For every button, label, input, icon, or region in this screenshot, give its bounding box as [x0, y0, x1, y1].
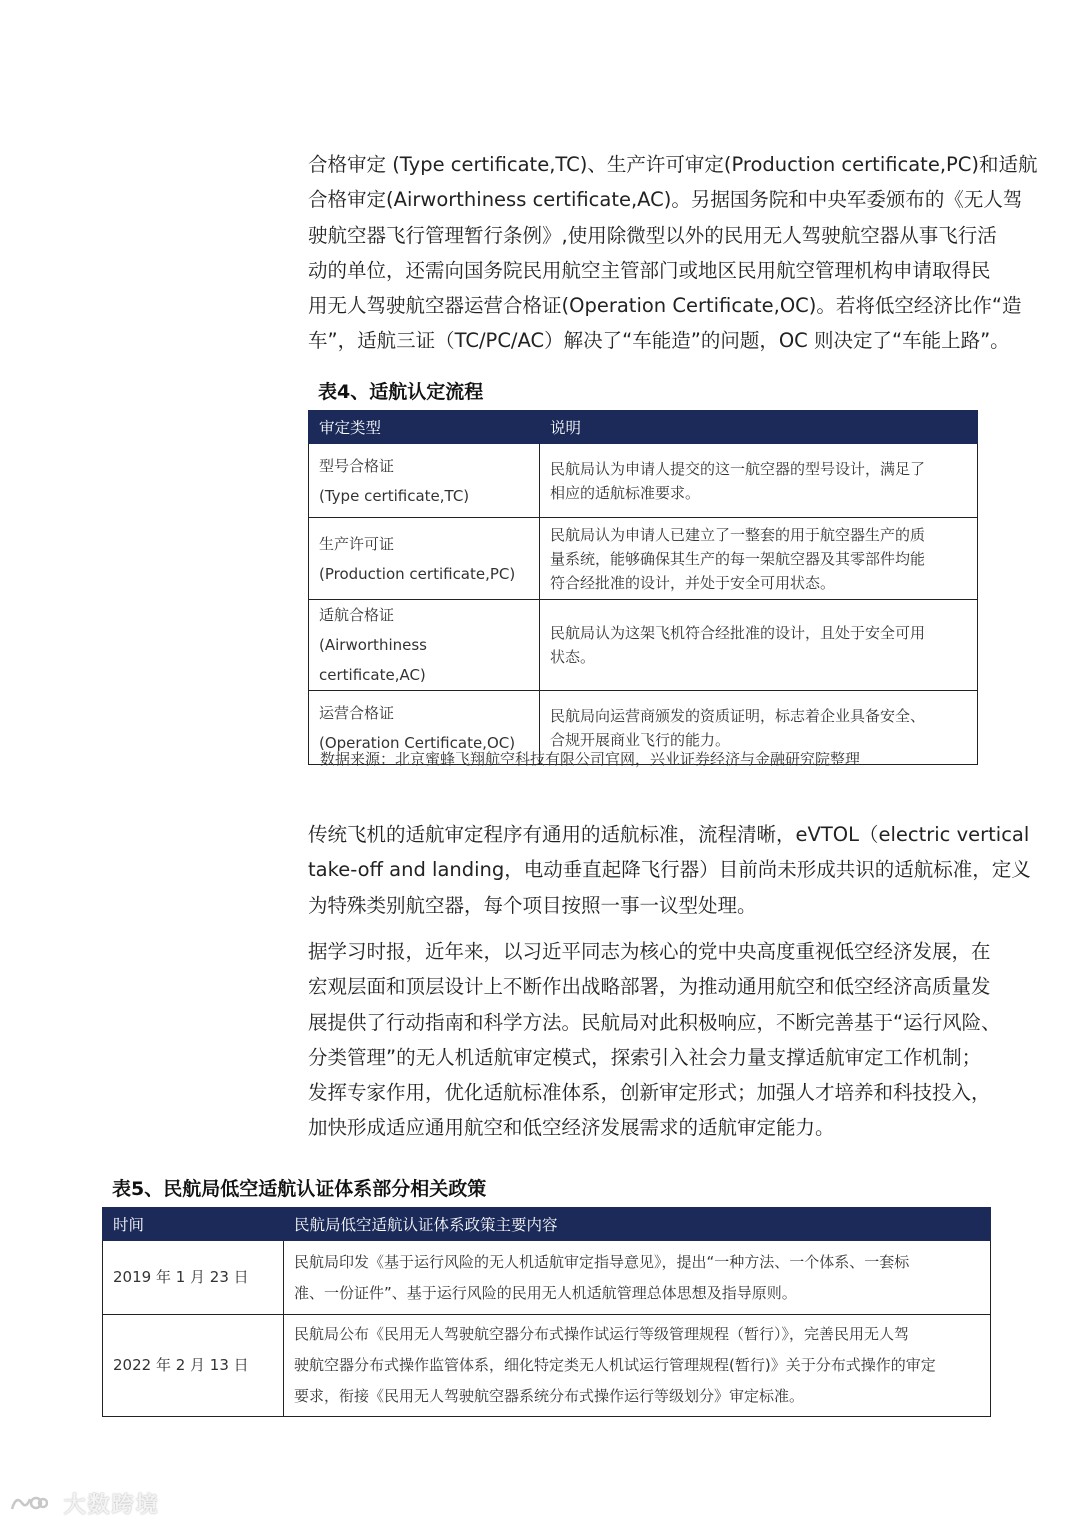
- watermark-logo-icon: [8, 1491, 48, 1521]
- para-line: 分类管理”的无人机适航审定模式，探索引入社会力量支撑适航审定工作机制；: [308, 1045, 982, 1069]
- cert-type-cell: [309, 600, 540, 691]
- cert-type-cell: [309, 518, 540, 600]
- para-line: 为特殊类别航空器，每个项目按照一事一议型处理。: [308, 893, 757, 917]
- cert-type-cell: [309, 444, 540, 518]
- intro-line: 合格审定 (Type certificate,TC)、生产许可审定(Production certificate,PC)和适航: [308, 153, 1038, 176]
- desc-line: 民航局向运营商颁发的资质证明，标志着企业具备安全、: [550, 706, 926, 725]
- para-line: take-off and landing，电动垂直起降飞行器）目前尚未形成共识的适航标准，定义: [308, 858, 1031, 882]
- intro-line: 动的单位，还需向国务院民用航空主管部门或地区民用航空管理机构申请取得民: [308, 258, 991, 282]
- table-header-row: [103, 1208, 991, 1241]
- table-row: [309, 444, 978, 518]
- content-line: 准、一份证件”、基于运行风险的民用无人机适航管理总体思想及指导原则。: [294, 1283, 797, 1302]
- intro-line: 合格审定(Airworthiness certificate,AC)。另据国务院和中央军委颁布的《无人驾: [308, 188, 1023, 212]
- airworthiness-table: [308, 410, 978, 765]
- content-line: 要求，衔接《民用无人驾驶航空器系统分布式操作运行等级划分》审定标准。: [294, 1387, 805, 1405]
- cert-desc-cell: [540, 600, 978, 691]
- desc-line: 民航局认为这架飞机符合经批准的设计，且处于安全可用: [550, 624, 926, 642]
- cert-type-name: 生产许可证: [319, 534, 395, 553]
- policy-table: [102, 1207, 991, 1417]
- cert-type-en: (Airworthiness certificate,AC): [319, 636, 427, 684]
- evtol-paragraph: [308, 817, 1031, 923]
- watermark-text: 大数跨境: [63, 1493, 160, 1518]
- desc-line: 民航局认为申请人提交的这一航空器的型号设计，满足了: [550, 459, 926, 478]
- header-type: 审定类型: [309, 411, 540, 444]
- para-line: 宏观层面和顶层设计上不断作出战略部署，为推动通用航空和低空经济高质量发: [308, 975, 991, 999]
- intro-paragraph: [308, 147, 1038, 359]
- table-row: [103, 1241, 991, 1315]
- cert-type-name: 运营合格证: [319, 703, 395, 722]
- policy-date: 2019 年 1 月 23 日: [103, 1241, 284, 1315]
- policy-paragraph: [308, 934, 1001, 1146]
- desc-line: 状态。: [550, 648, 596, 666]
- para-line: 据学习时报，近年来，以习近平同志为核心的党中央高度重视低空经济发展，在: [308, 940, 991, 963]
- policy-content: [284, 1315, 991, 1417]
- table-row: [103, 1315, 991, 1417]
- cert-type-name: 适航合格证: [319, 606, 395, 624]
- header-date: 时间: [103, 1208, 284, 1241]
- desc-line: 民航局认为申请人已建立了一整套的用于航空器生产的质: [550, 525, 926, 544]
- content-line: 民航局公布《民用无人驾驶航空器分布式操作试运行等级管理规程（暂行）》，完善民用无人驾: [294, 1325, 910, 1343]
- policy-date: 2022 年 2 月 13 日: [103, 1315, 284, 1417]
- cert-type-en: (Type certificate,TC): [319, 486, 470, 505]
- header-content: 民航局低空适航认证体系政策主要内容: [284, 1208, 991, 1241]
- content-line: 民航局印发《基于运行风险的无人机适航审定指导意见》，提出“一种方法、一个体系、一套标: [294, 1252, 910, 1271]
- cert-desc-cell: [540, 444, 978, 518]
- policy-content: [284, 1241, 991, 1315]
- intro-line: 车”，适航三证（TC/PC/AC）解决了“车能造”的问题，OC 则决定了“车能上路”。: [308, 329, 1010, 353]
- table4-caption: 表4、适航认定流程: [318, 381, 484, 403]
- para-line: 展提供了行动指南和科学方法。民航局对此积极响应，不断完善基于“运行风险、: [308, 1010, 1001, 1034]
- table-row: [309, 518, 978, 600]
- cert-type-en: (Operation Certificate,OC): [319, 733, 516, 752]
- desc-line: 相应的适航标准要求。: [550, 483, 701, 502]
- header-desc: 说明: [540, 411, 978, 444]
- intro-line: 用无人驾驶航空器运营合格证(Operation Certificate,OC)。若将低空经济比作“造: [308, 294, 1022, 318]
- cert-type-name: 型号合格证: [319, 456, 395, 475]
- intro-line: 驶航空器飞行管理暂行条例》,使用除微型以外的民用无人驾驶航空器从事飞行活: [308, 223, 997, 247]
- desc-line: 量系统，能够确保其生产的每一架航空器及其零部件均能: [550, 549, 926, 568]
- para-line: 加快形成适应通用航空和低空经济发展需求的适航审定能力。: [308, 1116, 835, 1140]
- desc-line: 合规开展商业飞行的能力。: [550, 730, 731, 749]
- table5-caption: 表5、民航局低空适航认证体系部分相关政策: [112, 1178, 487, 1200]
- cert-desc-cell: [540, 518, 978, 600]
- watermark: [8, 1488, 160, 1521]
- para-line: 发挥专家作用，优化适航标准体系，创新审定形式；加强人才培养和科技投入，: [308, 1081, 991, 1105]
- desc-line: 符合经批准的设计，并处于安全可用状态。: [550, 573, 836, 592]
- para-line: 传统飞机的适航审定程序有通用的适航标准，流程清晰，eVTOL（electric vertical: [308, 823, 1030, 846]
- table4-source: 数据来源：北京蜜蜂飞翔航空科技有限公司官网，兴业证券经济与金融研究院整理: [320, 750, 861, 768]
- cert-type-en: (Production certificate,PC): [319, 564, 516, 583]
- table-row: [309, 600, 978, 691]
- content-line: 驶航空器分布式操作监管体系，细化特定类无人机试运行管理规程(暂行)》关于分布式操作的审定: [294, 1356, 936, 1374]
- table-header-row: [309, 411, 978, 444]
